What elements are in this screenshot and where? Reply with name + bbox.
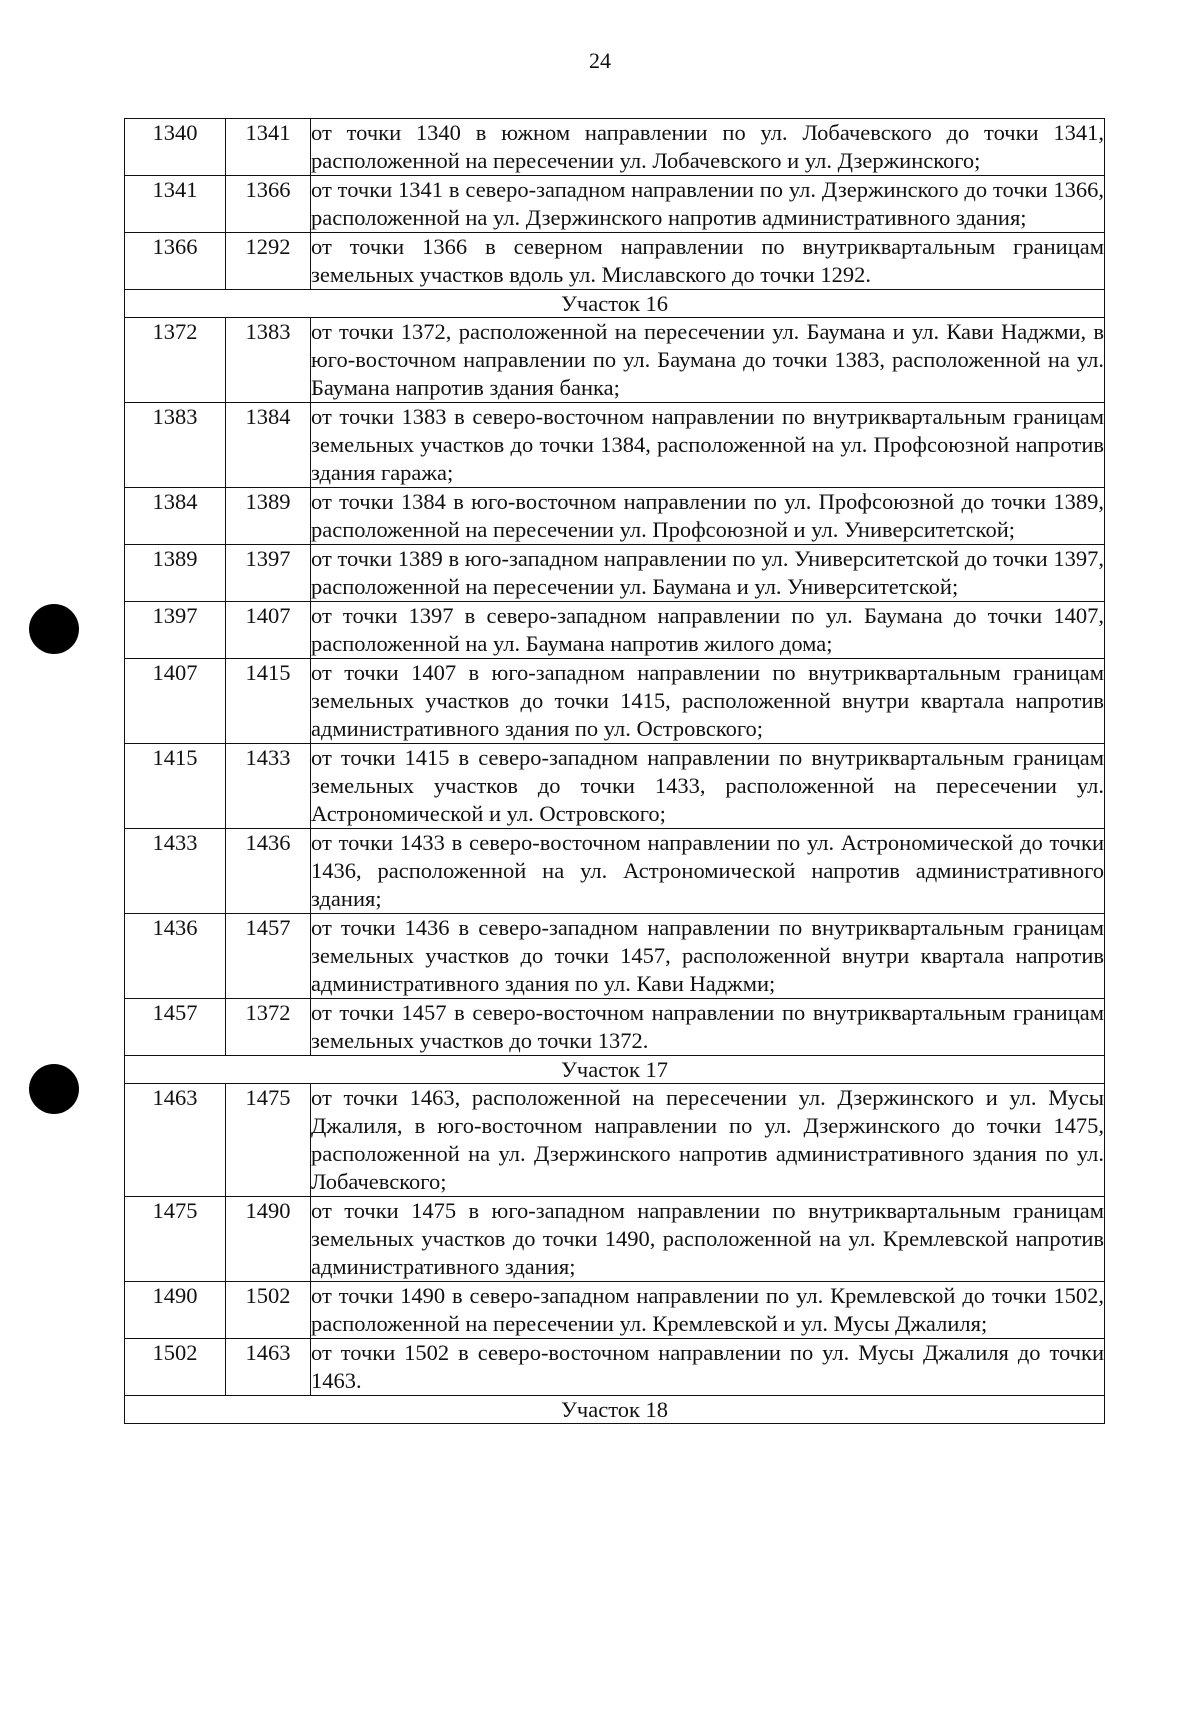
to-point: 1397	[226, 545, 311, 602]
boundary-description: от точки 1502 в северо-восточном направлении по ул. Мусы Джалиля до точки 1463.	[311, 1339, 1105, 1396]
to-point: 1415	[226, 659, 311, 744]
page-number: 24	[589, 48, 611, 73]
table-row	[125, 176, 1105, 233]
from-point: 1415	[125, 744, 226, 829]
table-row	[125, 1197, 1105, 1282]
from-point: 1341	[125, 176, 226, 233]
to-point: 1341	[226, 119, 311, 176]
table-row	[125, 602, 1105, 659]
table-row	[125, 119, 1105, 176]
from-point: 1490	[125, 1282, 226, 1339]
from-point: 1463	[125, 1084, 226, 1197]
to-point: 1436	[226, 829, 311, 914]
table-row	[125, 914, 1105, 999]
punch-hole	[29, 1064, 79, 1114]
boundary-description: от точки 1475 в юго-западном направлении по внутриквартальным границам земельных участков до точки 1490, расположенной на ул. Кремлевской напротив административного здания;	[311, 1197, 1105, 1282]
boundary-description: от точки 1372, расположенной на пересечении ул. Баумана и ул. Кави Наджми, в юго-восточном направлении по ул. Баумана до точки 1383, расположенной на ул. Баумана напротив здания банка;	[311, 318, 1105, 403]
section-title: Участок 17	[125, 1056, 1105, 1084]
boundary-description: от точки 1341 в северо-западном направлении по ул. Дзержинского до точки 1366, расположенной на ул. Дзержинского напротив административного здания;	[311, 176, 1105, 233]
from-point: 1407	[125, 659, 226, 744]
table-row	[125, 829, 1105, 914]
table-row	[125, 1282, 1105, 1339]
table-row	[125, 488, 1105, 545]
boundary-description: от точки 1490 в северо-западном направлении по ул. Кремлевской до точки 1502, расположенной на пересечении ул. Кремлевской и ул. Мусы Джалиля;	[311, 1282, 1105, 1339]
from-point: 1384	[125, 488, 226, 545]
from-point: 1383	[125, 403, 226, 488]
boundary-description: от точки 1415 в северо-западном направлении по внутриквартальным границам земельных участков до точки 1433, расположенной на пересечении ул. Астрономической и ул. Островского;	[311, 744, 1105, 829]
boundary-description: от точки 1384 в юго-восточном направлении по ул. Профсоюзной до точки 1389, расположенной на пересечении ул. Профсоюзной и ул. Университетской;	[311, 488, 1105, 545]
section-title: Участок 16	[125, 290, 1105, 318]
boundary-description: от точки 1397 в северо-западном направлении по ул. Баумана до точки 1407, расположенной на ул. Баумана напротив жилого дома;	[311, 602, 1105, 659]
boundary-description: от точки 1407 в юго-западном направлении по внутриквартальным границам земельных участков до точки 1415, расположенной внутри квартала напротив административного здания по ул. Островского;	[311, 659, 1105, 744]
to-point: 1463	[226, 1339, 311, 1396]
table-row	[125, 999, 1105, 1056]
from-point: 1502	[125, 1339, 226, 1396]
section-title: Участок 18	[125, 1396, 1105, 1424]
boundary-description: от точки 1340 в южном направлении по ул. Лобачевского до точки 1341, расположенной на пересечении ул. Лобачевского и ул. Дзержинского;	[311, 119, 1105, 176]
boundary-description: от точки 1383 в северо-восточном направлении по внутриквартальным границам земельных участков до точки 1384, расположенной на ул. Профсоюзной напротив здания гаража;	[311, 403, 1105, 488]
from-point: 1457	[125, 999, 226, 1056]
punch-hole	[29, 604, 79, 654]
to-point: 1490	[226, 1197, 311, 1282]
section-row	[125, 1396, 1105, 1424]
table-row	[125, 1339, 1105, 1396]
boundary-description: от точки 1436 в северо-западном направлении по внутриквартальным границам земельных участков до точки 1457, расположенной внутри квартала напротив административного здания по ул. Кави Наджми;	[311, 914, 1105, 999]
from-point: 1475	[125, 1197, 226, 1282]
to-point: 1383	[226, 318, 311, 403]
boundary-description: от точки 1389 в юго-западном направлении по ул. Университетской до точки 1397, расположенной на пересечении ул. Баумана и ул. Университетской;	[311, 545, 1105, 602]
to-point: 1389	[226, 488, 311, 545]
boundary-description: от точки 1457 в северо-восточном направлении по внутриквартальным границам земельных участков до точки 1372.	[311, 999, 1105, 1056]
section-row	[125, 290, 1105, 318]
to-point: 1502	[226, 1282, 311, 1339]
to-point: 1407	[226, 602, 311, 659]
table-row	[125, 318, 1105, 403]
table-row	[125, 403, 1105, 488]
from-point: 1436	[125, 914, 226, 999]
from-point: 1397	[125, 602, 226, 659]
boundary-description: от точки 1366 в северном направлении по внутриквартальным границам земельных участков вдоль ул. Миславского до точки 1292.	[311, 233, 1105, 290]
boundary-table-body	[125, 119, 1105, 1424]
table-row	[125, 233, 1105, 290]
to-point: 1433	[226, 744, 311, 829]
from-point: 1389	[125, 545, 226, 602]
to-point: 1384	[226, 403, 311, 488]
table-row	[125, 1084, 1105, 1197]
table-row	[125, 744, 1105, 829]
to-point: 1366	[226, 176, 311, 233]
boundary-table	[124, 118, 1105, 1424]
table-row	[125, 659, 1105, 744]
to-point: 1372	[226, 999, 311, 1056]
from-point: 1366	[125, 233, 226, 290]
from-point: 1433	[125, 829, 226, 914]
section-row	[125, 1056, 1105, 1084]
from-point: 1372	[125, 318, 226, 403]
to-point: 1457	[226, 914, 311, 999]
from-point: 1340	[125, 119, 226, 176]
boundary-description: от точки 1433 в северо-восточном направлении по ул. Астрономической до точки 1436, расположенной на ул. Астрономической напротив административного здания;	[311, 829, 1105, 914]
to-point: 1475	[226, 1084, 311, 1197]
boundary-description: от точки 1463, расположенной на пересечении ул. Дзержинского и ул. Мусы Джалиля, в юго-восточном направлении по ул. Дзержинского до точки 1475, расположенной на ул. Дзержинского напротив административного здания по ул. Лобачевского;	[311, 1084, 1105, 1197]
to-point: 1292	[226, 233, 311, 290]
table-row	[125, 545, 1105, 602]
